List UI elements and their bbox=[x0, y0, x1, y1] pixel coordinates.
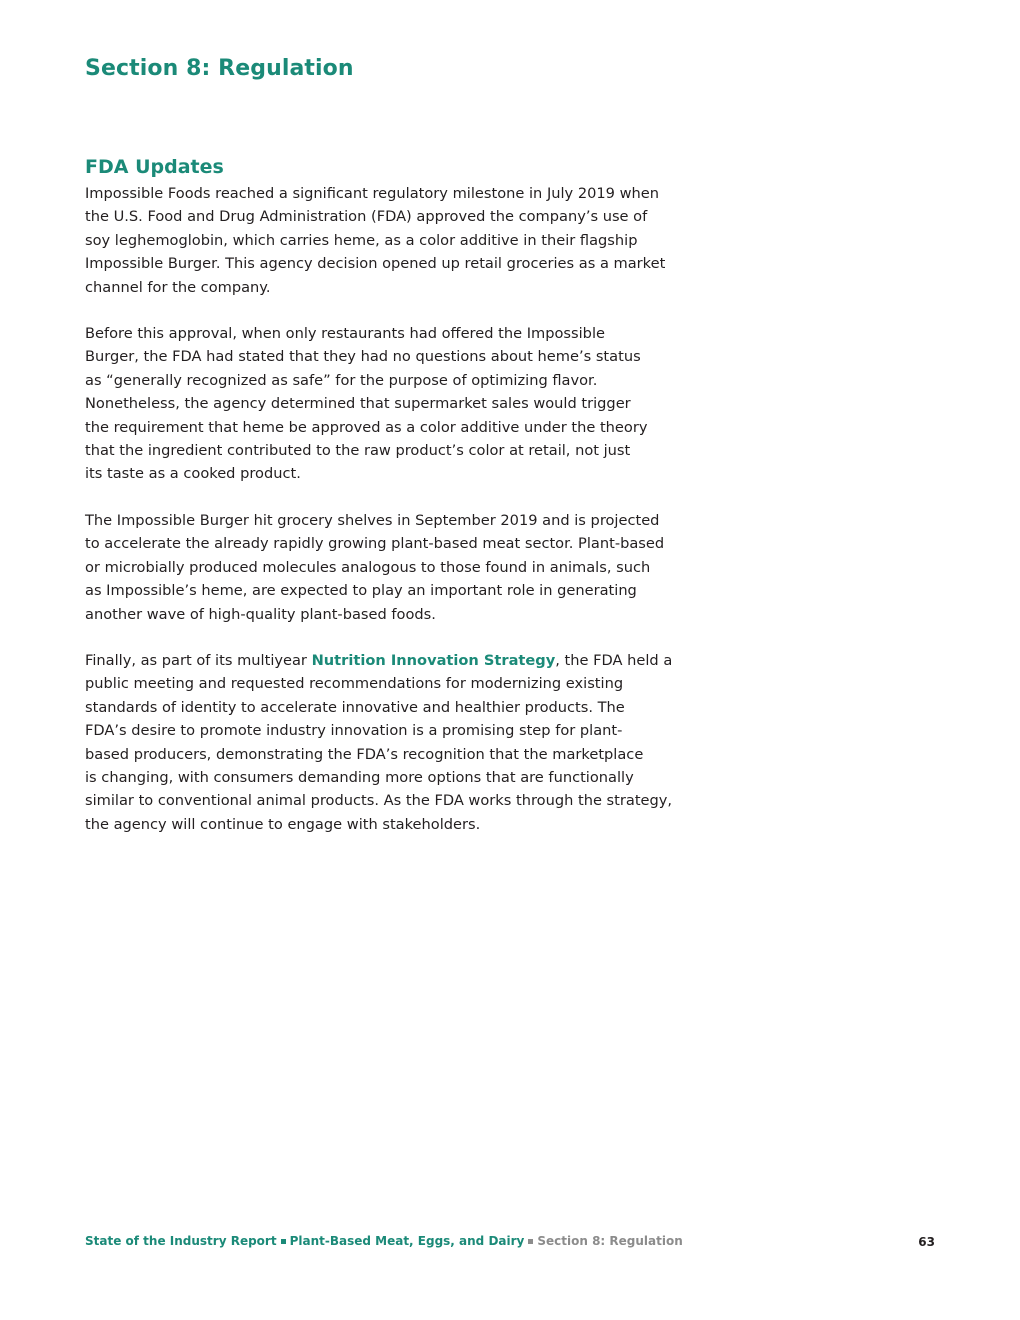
paragraph-2 bbox=[85, 322, 695, 486]
text-line: another wave of high-quality plant-based foods. bbox=[85, 605, 436, 623]
square-separator-icon bbox=[281, 1239, 286, 1244]
text-line: the agency will continue to engage with stakeholders. bbox=[85, 815, 481, 833]
body-text bbox=[85, 182, 695, 859]
text-line: Impossible Foods reached a significant regulatory milestone in July 2019 when bbox=[85, 185, 660, 202]
text-line: channel for the company. bbox=[85, 278, 271, 296]
text-run: Finally, as part of its multiyear bbox=[85, 651, 312, 669]
text-line bbox=[85, 649, 695, 672]
text-line: Burger, the FDA had stated that they had no questions about heme’s status bbox=[85, 348, 641, 366]
text-line: as Impossible’s heme, are expected to play an important role in generating bbox=[85, 582, 637, 600]
text-line: similar to conventional animal products. As the FDA works through the strategy, bbox=[85, 792, 673, 810]
footer-report-title: State of the Industry Report bbox=[85, 1234, 277, 1248]
text-line: or microbially produced molecules analogous to those found in animals, such bbox=[85, 558, 651, 576]
text-line: based producers, demonstrating the FDA’s recognition that the marketplace bbox=[85, 745, 644, 763]
footer-breadcrumb bbox=[85, 1234, 683, 1248]
text-line: the requirement that heme be approved as a color additive under the theory bbox=[85, 418, 648, 436]
text-line: public meeting and requested recommendations for modernizing existing bbox=[85, 675, 624, 693]
footer-subject: Plant-Based Meat, Eggs, and Dairy bbox=[289, 1234, 525, 1248]
square-separator-icon bbox=[528, 1239, 533, 1244]
text-line: The Impossible Burger hit grocery shelves in September 2019 and is projected bbox=[85, 511, 660, 529]
text-line: to accelerate the already rapidly growing plant-based meat sector. Plant-based bbox=[85, 535, 665, 553]
footer-section: Section 8: Regulation bbox=[537, 1234, 683, 1248]
text-run: , the FDA held a bbox=[555, 651, 673, 669]
subsection-title: FDA Updates bbox=[85, 156, 224, 178]
text-line: is changing, with consumers demanding more options that are functionally bbox=[85, 768, 634, 786]
page-number: 63 bbox=[918, 1235, 935, 1249]
text-line: standards of identity to accelerate innovative and healthier products. The bbox=[85, 698, 625, 716]
text-line: that the ingredient contributed to the raw product’s color at retail, not just bbox=[85, 442, 631, 460]
text-line: Impossible Burger. This agency decision opened up retail groceries as a market bbox=[85, 255, 666, 273]
text-line: the U.S. Food and Drug Administration (FDA) approved the company’s use of bbox=[85, 208, 648, 226]
nutrition-innovation-strategy-link[interactable]: Nutrition Innovation Strategy bbox=[311, 651, 556, 669]
section-title: Section 8: Regulation bbox=[85, 56, 354, 81]
paragraph-3 bbox=[85, 509, 695, 626]
text-line: soy leghemoglobin, which carries heme, as a color additive in their flagship bbox=[85, 231, 638, 249]
text-line: as “generally recognized as safe” for the purpose of optimizing flavor. bbox=[85, 371, 598, 389]
text-line: FDA’s desire to promote industry innovation is a promising step for plant- bbox=[85, 722, 623, 740]
paragraph-4 bbox=[85, 649, 695, 836]
text-line: Nonetheless, the agency determined that supermarket sales would trigger bbox=[85, 395, 631, 413]
paragraph-1 bbox=[85, 182, 695, 299]
text-line: Before this approval, when only restaurants had offered the Impossible bbox=[85, 325, 605, 343]
text-line: its taste as a cooked product. bbox=[85, 465, 301, 483]
